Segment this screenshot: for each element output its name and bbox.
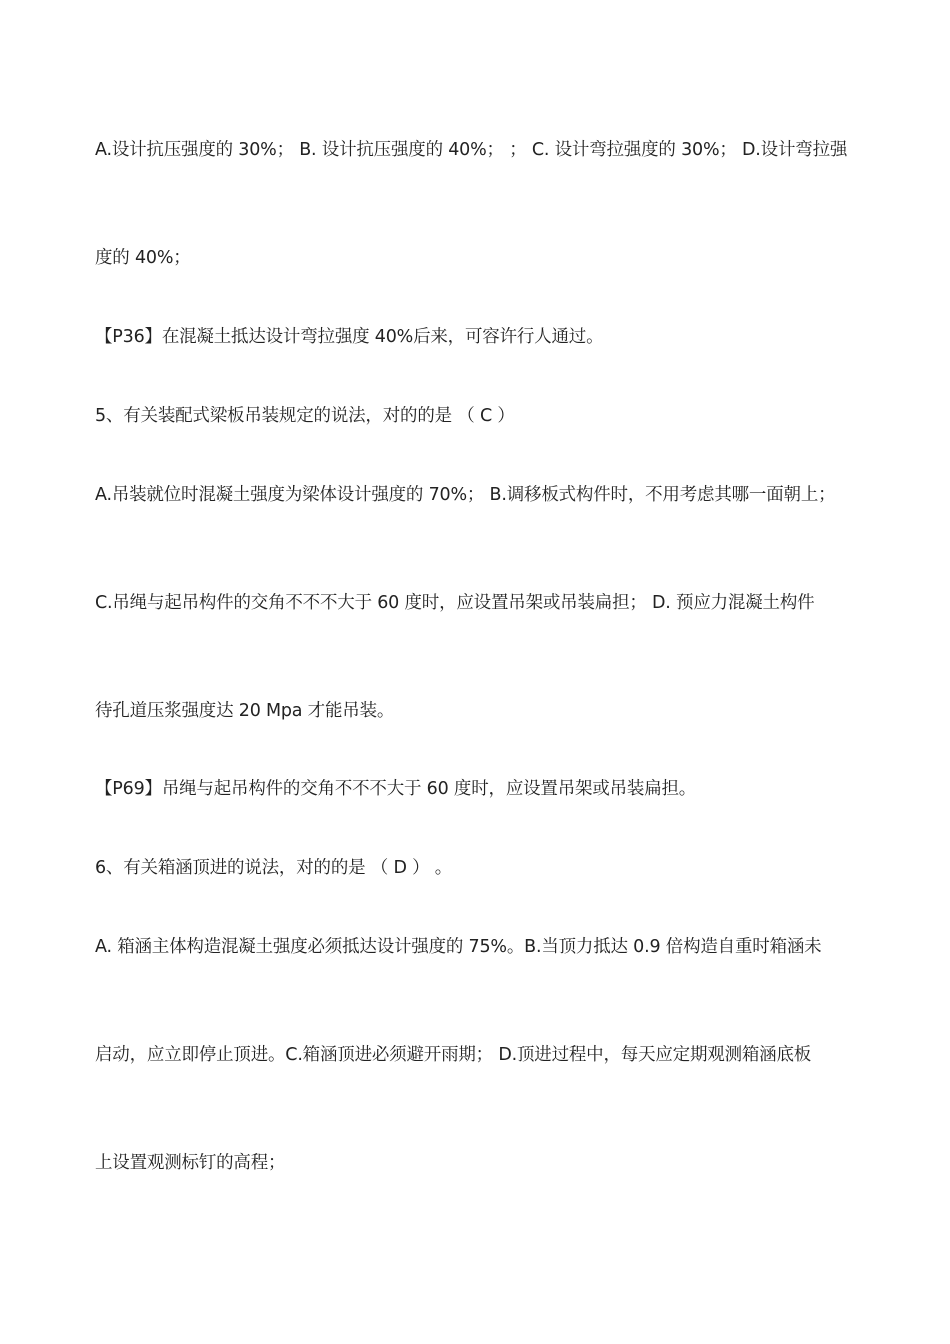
option-line-q6-d-cont: 上设置观测标钉的高程；	[95, 1153, 286, 1173]
option-line-q5-c-d: C.吊绳与起吊构件的交角不不不大于 60 度时，应设置吊架或吊装扁担； D. 预应力混凝土构件	[95, 593, 815, 613]
reference-note-p36: 【P36】在混凝土抵达设计弯拉强度 40%后来，可容许行人通过。	[95, 327, 604, 347]
option-line-q6-b-d: 启动，应立即停止顶进。C.箱涵顶进必须避开雨期； D.顶进过程中，每天应定期观测箱涵底板	[95, 1045, 812, 1065]
option-line-q4-a-d: A.设计抗压强度的 30%； B. 设计抗压强度的 40%； ； C. 设计弯拉强度的 30%； D.设计弯拉强	[95, 140, 848, 160]
option-line-q6-a-b: A. 箱涵主体构造混凝土强度必须抵达设计强度的 75%。B.当顶力抵达 0.9 倍构造自重时箱涵未	[95, 937, 822, 957]
option-line-q5-d-cont: 待孔道压浆强度达 20 Mpa 才能吊装。	[95, 701, 395, 721]
option-line-q4-d-cont: 度的 40%；	[95, 248, 191, 268]
question-6: 6、有关箱涵顶进的说法，对的的是 （ D ） 。	[95, 858, 453, 878]
question-5: 5、有关装配式梁板吊装规定的说法，对的的是 （ C ）	[95, 406, 515, 426]
option-line-q5-a-b: A.吊装就位时混凝土强度为梁体设计强度的 70%； B.调移板式构件时，不用考虑其哪一面朝上；	[95, 485, 836, 505]
reference-note-p69: 【P69】吊绳与起吊构件的交角不不不大于 60 度时，应设置吊架或吊装扁担。	[95, 779, 697, 799]
